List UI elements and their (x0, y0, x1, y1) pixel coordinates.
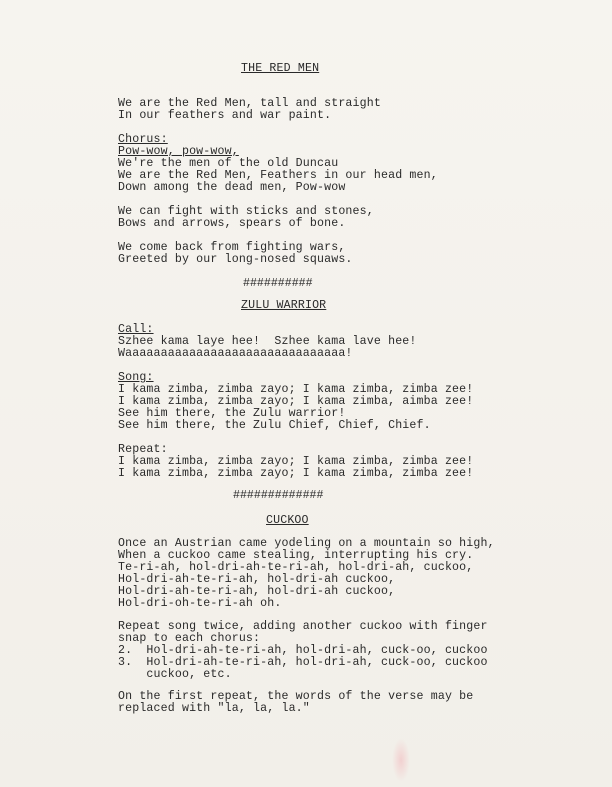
cuckoo-instruction: Repeat song twice, adding another cuckoo with finger (118, 620, 488, 633)
repeat-line: I kama zimba, zimba zayo; I kama zimba, zimba zee! (118, 467, 474, 480)
cuckoo-line: Hol-dri-ah-te-ri-ah, hol-dri-ah cuckoo, (118, 573, 396, 586)
cuckoo-numbered-line: cuckoo, etc. (118, 668, 232, 681)
song-line: I kama zimba, zimba zayo; I kama zimba, zimba zee! (118, 383, 474, 396)
song-line: See him there, the Zulu warrior! (118, 407, 346, 420)
red-men-verse-line: We are the Red Men, tall and straight (118, 97, 381, 110)
paper-smudge (392, 738, 410, 782)
red-men-verse-line: Bows and arrows, spears of bone. (118, 217, 346, 230)
repeat-line: I kama zimba, zimba zayo; I kama zimba, zimba zee! (118, 455, 474, 468)
red-men-verse-line: Greeted by our long-nosed squaws. (118, 253, 353, 266)
call-label: Call: (118, 323, 154, 336)
cuckoo-numbered-line: 2. Hol-dri-ah-te-ri-ah, hol-dri-ah, cuck-oo, cuckoo (118, 644, 488, 657)
cuckoo-note: On the first repeat, the words of the verse may be (118, 690, 474, 703)
chorus-label: Chorus: (118, 133, 168, 146)
section-separator: ############# (233, 489, 324, 502)
title-red-men: THE RED MEN (241, 62, 320, 75)
song-line: See him there, the Zulu Chief, Chief, Chief. (118, 419, 431, 432)
cuckoo-line: Hol-dri-ah-te-ri-ah, hol-dri-ah cuckoo, (118, 585, 396, 598)
call-line: Waaaaaaaaaaaaaaaaaaaaaaaaaaaaaaa! (118, 347, 353, 360)
red-men-verse-line: In our feathers and war paint. (118, 109, 332, 122)
cuckoo-line: When a cuckoo came stealing, interrupting his cry. (118, 549, 474, 562)
chorus-line: We're the men of the old Duncau (118, 157, 339, 170)
title-cuckoo: CUCKOO (266, 514, 309, 527)
cuckoo-line: Te-ri-ah, hol-dri-ah-te-ri-ah, hol-dri-ah, cuckoo, (118, 561, 474, 574)
song-label: Song: (118, 371, 154, 384)
chorus-line: Pow-wow, pow-wow, (118, 145, 239, 158)
cuckoo-note: replaced with "la, la, la." (118, 702, 310, 715)
chorus-line: We are the Red Men, Feathers in our head men, (118, 169, 438, 182)
cuckoo-line: Once an Austrian came yodeling on a mountain so high, (118, 537, 495, 550)
red-men-verse-line: We come back from fighting wars, (118, 241, 346, 254)
section-separator: ########## (243, 277, 313, 290)
song-line: I kama zimba, zimba zayo; I kama zimba, aimba zee! (118, 395, 474, 408)
chorus-line: Down among the dead men, Pow-wow (118, 181, 346, 194)
cuckoo-instruction: snap to each chorus: (118, 632, 261, 645)
red-men-verse-line: We can fight with sticks and stones, (118, 205, 374, 218)
cuckoo-numbered-line: 3. Hol-dri-ah-te-ri-ah, hol-dri-ah, cuck-oo, cuckoo (118, 656, 488, 669)
cuckoo-line: Hol-dri-oh-te-ri-ah oh. (118, 597, 282, 610)
repeat-label: Repeat: (118, 443, 168, 456)
title-zulu-warrior: ZULU WARRIOR (241, 299, 327, 312)
call-line: Szhee kama laye hee! Szhee kama lave hee! (118, 335, 417, 348)
